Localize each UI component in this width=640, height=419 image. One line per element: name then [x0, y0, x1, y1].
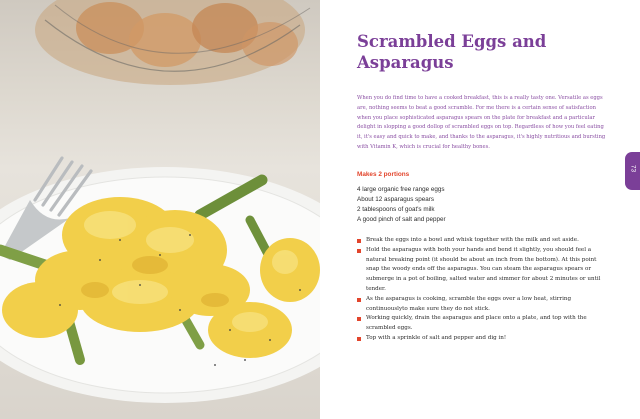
recipe-title: Scrambled Eggs and Asparagus [357, 32, 547, 72]
recipe-page [320, 0, 640, 419]
ingredient-item: A good pinch of salt and pepper [357, 216, 446, 224]
ingredient-item: 2 tablespoons of goat's milk [357, 206, 435, 214]
ingredients-list [357, 185, 607, 225]
page-number: 73 [629, 164, 637, 173]
method-step [357, 246, 609, 295]
bullet-icon [357, 317, 361, 321]
bullet-icon [357, 298, 361, 302]
bullet-icon [357, 239, 361, 243]
method-step [357, 295, 609, 315]
method-step-text: Top with a sprinkle of salt and pepper and dig in! [366, 334, 507, 341]
method-step-text: As the asparagus is cooking, scramble the eggs over a low heat, stirring continuouslyto make sure they do not stick. [366, 295, 572, 312]
portions-heading: Makes 2 portions [357, 171, 410, 178]
ingredient-item: About 12 asparagus spears [357, 196, 435, 204]
method-step [357, 236, 609, 246]
method-step-text: Hold the asparagus with both your hands and bend it slightly, you should feel a natural breaking point (it should be about an inch from the bottom). At this point snap the woody ends off the asparagus. You can steam the asparagus spears or submerge in a pot of boiling, salted water and simmer for about 2 minutes or until tender. [366, 246, 601, 292]
method-steps [357, 236, 609, 344]
method-step [357, 334, 609, 344]
ingredient-item: 4 large organic free range eggs [357, 186, 445, 193]
recipe-intro: When you do find time to have a cooked breakfast, this is a really tasty one. Versatile as eggs are, nothing seems to beat a good scramble. For me there is a certain sense of satisfaction when you place sophisticated asparagus spears on the plate for breakfast and a particular delight in slopping a good dollop of scrambled eggs on top. Regardless of how you feel eating it, it's easy and quick to make, and thanks to the asparagus, it's highly nutritious and bursting with Vitamin K, which is crucial for healthy bones. [357, 95, 606, 150]
method-step-text: Working quickly, drain the asparagus and place onto a plate, and top with the scrambled eggs. [366, 315, 587, 332]
bullet-icon [357, 337, 361, 341]
method-step [357, 314, 609, 334]
method-step-text: Break the eggs into a bowl and whisk together with the milk and set aside. [366, 237, 579, 243]
bullet-icon [357, 249, 361, 253]
page-number-tab [625, 152, 640, 190]
